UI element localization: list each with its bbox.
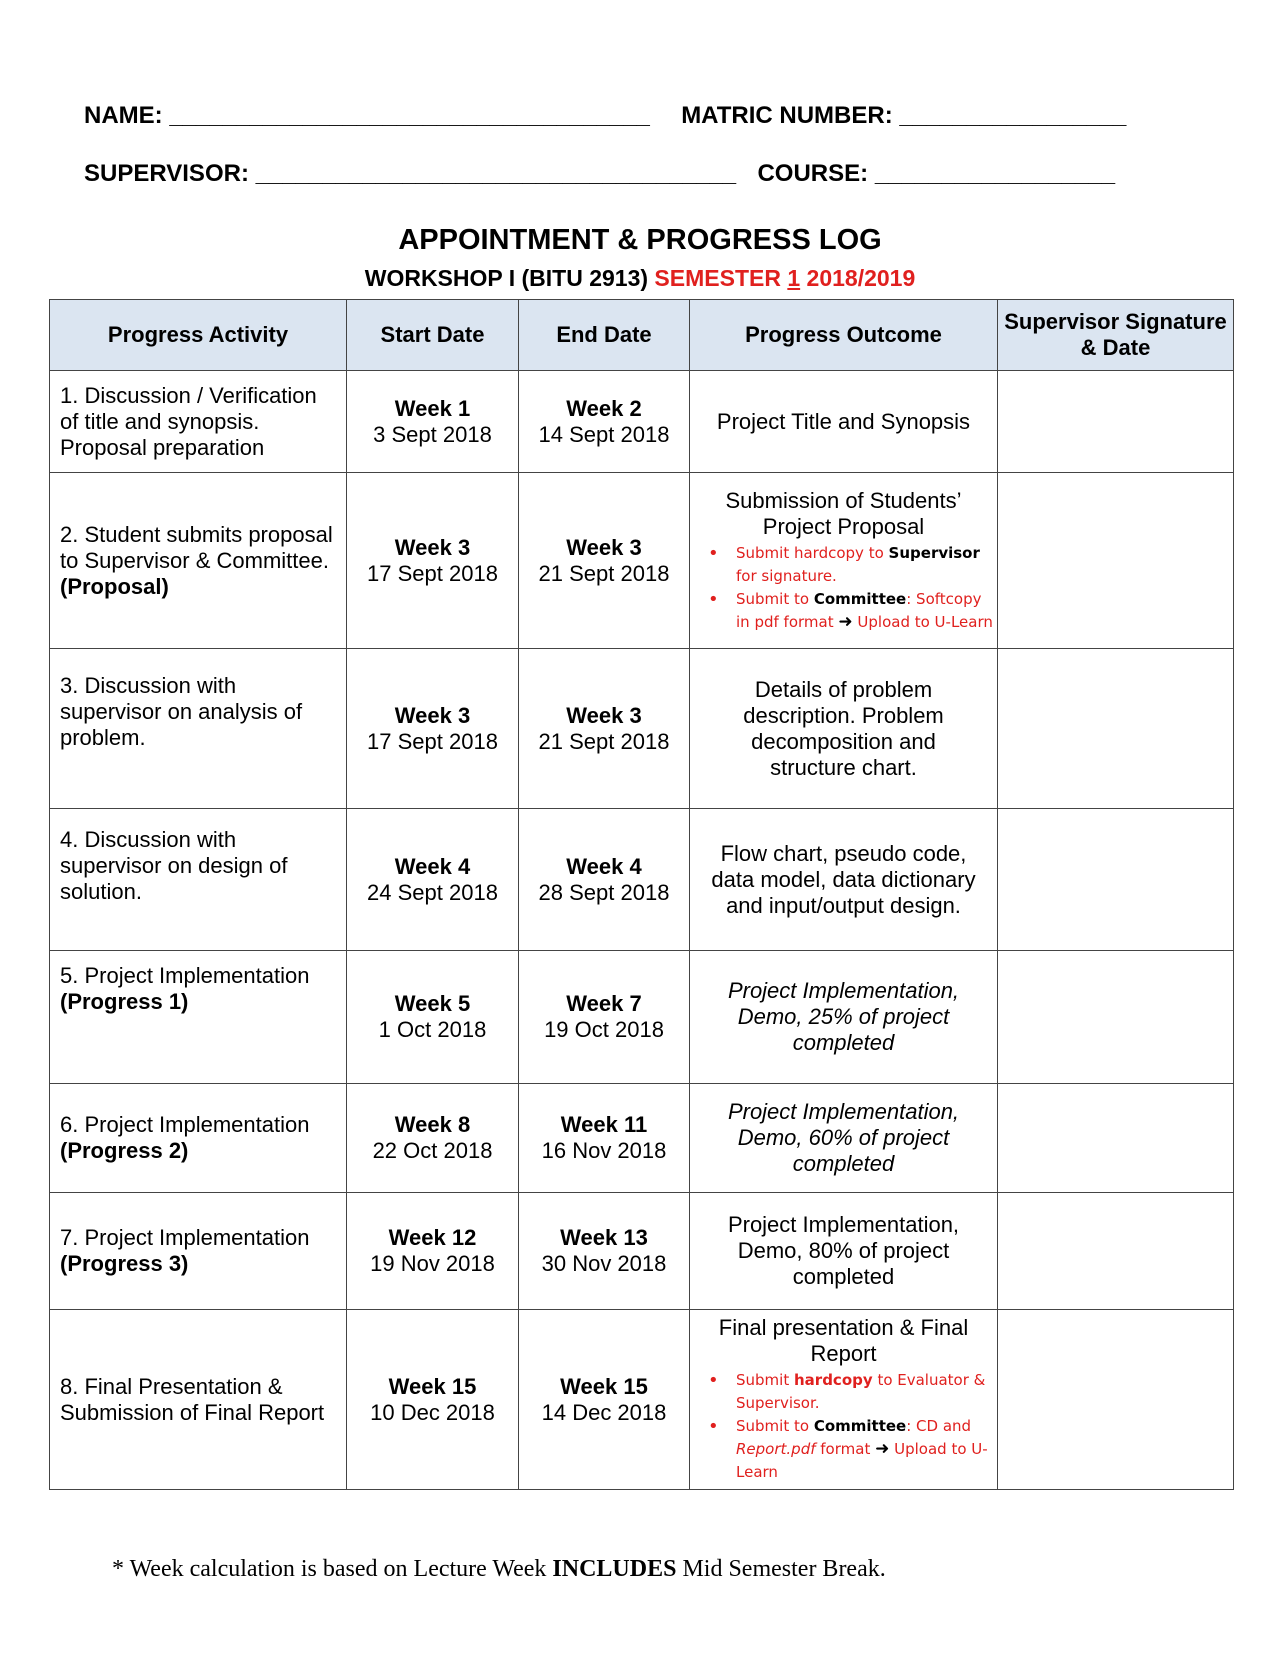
start-week: Week 3 [394,534,471,560]
activity-tag: (Proposal) [60,573,169,599]
footnote-suffix: Mid Semester Break. [682,1556,886,1582]
end-week: Week 3 [566,702,642,728]
table-row [50,951,1234,1084]
end-date: 30 Nov 2018 [541,1251,667,1276]
start-date: 22 Oct 2018 [372,1138,493,1163]
outcome-cell: Flow chart, pseudo code, data model, data dictionary and input/output design. [690,809,998,951]
table-header-row [50,300,1234,371]
start-date: 3 Sept 2018 [373,421,492,447]
outcome-cell: Details of problem description. Problem decomposition and structure chart. [690,649,998,809]
start-week: Week 3 [394,702,471,728]
end-date-cell [519,951,690,1084]
signature-cell[interactable] [998,1310,1234,1490]
start-date: 24 Sept 2018 [367,879,498,905]
end-week: Week 11 [560,1112,648,1137]
end-week: Week 7 [566,991,642,1016]
end-date: 28 Sept 2018 [538,879,670,905]
activity-cell: 3. Discussion with supervisor on analysis of problem. [50,649,347,809]
bullet-item: • Submit to Committee: Softcopy in pdf format ➜ Upload to U-Learn [702,588,997,634]
footnote-prefix: * Week calculation is based on Lecture Week [112,1556,547,1582]
end-date: 14 Dec 2018 [541,1399,667,1425]
header-progress-activity: Progress Activity [50,300,347,371]
name-blank: ____________________________________ [169,102,650,129]
start-date: 10 Dec 2018 [370,1399,495,1425]
activity-tag: (Progress 1) [60,989,189,1014]
activity-cell [50,473,347,649]
matric-blank: _________________ [899,102,1127,129]
end-date: 21 Sept 2018 [538,728,670,754]
start-week: Week 1 [394,395,471,421]
footnote-emphasis: INCLUDES [552,1556,677,1582]
subtitle-semester: SEMESTER [654,265,781,291]
end-date-cell [519,1193,690,1310]
end-date: 16 Nov 2018 [541,1138,667,1163]
end-date-cell [519,1084,690,1193]
start-date: 17 Sept 2018 [367,728,498,754]
name-line [84,102,1126,130]
table-row [50,1084,1234,1193]
start-date-cell [347,1084,519,1193]
supervisor-label: SUPERVISOR: [84,160,249,187]
outcome-cell [690,473,998,649]
activity-tag: (Progress 3) [60,1251,189,1276]
page-title: APPOINTMENT & PROGRESS LOG [398,224,882,256]
activity-cell [50,1193,347,1310]
bullet-item: • Submit to Committee: CD and Report.pdf format ➜ Upload to U-Learn [702,1415,997,1484]
signature-cell[interactable] [998,1193,1234,1310]
signature-cell[interactable] [998,649,1234,809]
start-week: Week 15 [388,1373,477,1399]
header-end-date: End Date [519,300,690,371]
outcome-bullets [690,542,997,634]
table-row [50,473,1234,649]
end-date-cell [519,1310,690,1490]
end-week: Week 2 [566,395,642,421]
outcome-cell [690,1310,998,1490]
supervisor-line [84,160,1115,188]
footnote [112,1556,886,1583]
outcome-text: Final presentation & Final Report [718,1315,969,1366]
activity-cell [50,951,347,1084]
end-date-cell [519,371,690,473]
start-week: Week 4 [394,853,471,879]
course-blank: __________________ [874,160,1116,187]
start-date-cell [347,1193,519,1310]
start-date-cell [347,1310,519,1490]
end-date-cell [519,649,690,809]
signature-cell[interactable] [998,1084,1234,1193]
start-date-cell [347,649,519,809]
start-date-cell [347,809,519,951]
table-row [50,809,1234,951]
start-date-cell [347,951,519,1084]
end-week: Week 3 [566,534,642,560]
activity-cell: 1. Discussion / Verification of title and synopsis. Proposal preparation [50,371,347,473]
subtitle-semester-number: 1 [787,265,801,291]
start-date: 1 Oct 2018 [378,1017,487,1042]
signature-cell[interactable] [998,473,1234,649]
header-start-date: Start Date [347,300,519,371]
bullet-item: • Submit hardcopy to Supervisor for signature. [702,542,997,588]
end-date: 14 Sept 2018 [538,421,670,447]
outcome-bullets [690,1369,997,1484]
end-week: Week 4 [566,853,642,879]
activity-cell: 4. Discussion with supervisor on design of solution. [50,809,347,951]
header-progress-outcome: Progress Outcome [690,300,998,371]
matric-label: MATRIC NUMBER: [681,102,893,129]
outcome-cell: Project Implementation, Demo, 25% of project completed [690,951,998,1084]
activity-cell [50,1084,347,1193]
start-week: Week 5 [394,991,471,1016]
course-label: COURSE: [757,160,869,187]
bullet-item: • Submit hardcopy to Evaluator & Supervisor. [702,1369,997,1415]
end-week: Week 13 [560,1225,648,1250]
activity-cell: 8. Final Presentation & Submission of Final Report [50,1310,347,1490]
start-date: 17 Sept 2018 [367,560,498,586]
start-date-cell [347,371,519,473]
page-subtitle [0,265,1280,292]
table-row [50,1193,1234,1310]
progress-log-table [49,299,1234,1490]
activity-text: 2. Student submits proposal to Supervisor & Committee. [60,521,333,573]
start-week: Week 8 [394,1112,471,1137]
table-row [50,371,1234,473]
signature-cell[interactable] [998,371,1234,473]
start-week: Week 12 [388,1225,477,1250]
end-week: Week 15 [560,1373,648,1399]
activity-text: 6. Project Implementation [60,1112,310,1137]
activity-text: 5. Project Implementation [60,963,310,988]
outcome-cell: Project Implementation, Demo, 80% of project completed [690,1193,998,1310]
signature-cell[interactable] [998,951,1234,1084]
start-date-cell [347,473,519,649]
table-row [50,1310,1234,1490]
subtitle-session: 2018/2019 [806,265,916,291]
subtitle-course: WORKSHOP I (BITU 2913) [364,265,649,291]
outcome-cell: Project Title and Synopsis [690,371,998,473]
activity-tag: (Progress 2) [60,1138,189,1163]
end-date: 19 Oct 2018 [544,1017,664,1042]
activity-text: 7. Project Implementation [60,1225,310,1250]
outcome-text: Submission of Students’ Project Proposal [725,487,962,539]
start-date: 19 Nov 2018 [370,1251,495,1276]
table-row [50,649,1234,809]
end-date-cell [519,809,690,951]
end-date-cell [519,473,690,649]
header-supervisor-signature: Supervisor Signature & Date [998,300,1234,371]
arrow-right-icon: ➜ [875,1439,890,1459]
outcome-cell: Project Implementation, Demo, 60% of project completed [690,1084,998,1193]
signature-cell[interactable] [998,809,1234,951]
supervisor-blank: ____________________________________ [255,160,737,187]
end-date: 21 Sept 2018 [538,560,670,586]
arrow-right-icon: ➜ [838,611,853,632]
name-label: NAME: [84,102,163,129]
